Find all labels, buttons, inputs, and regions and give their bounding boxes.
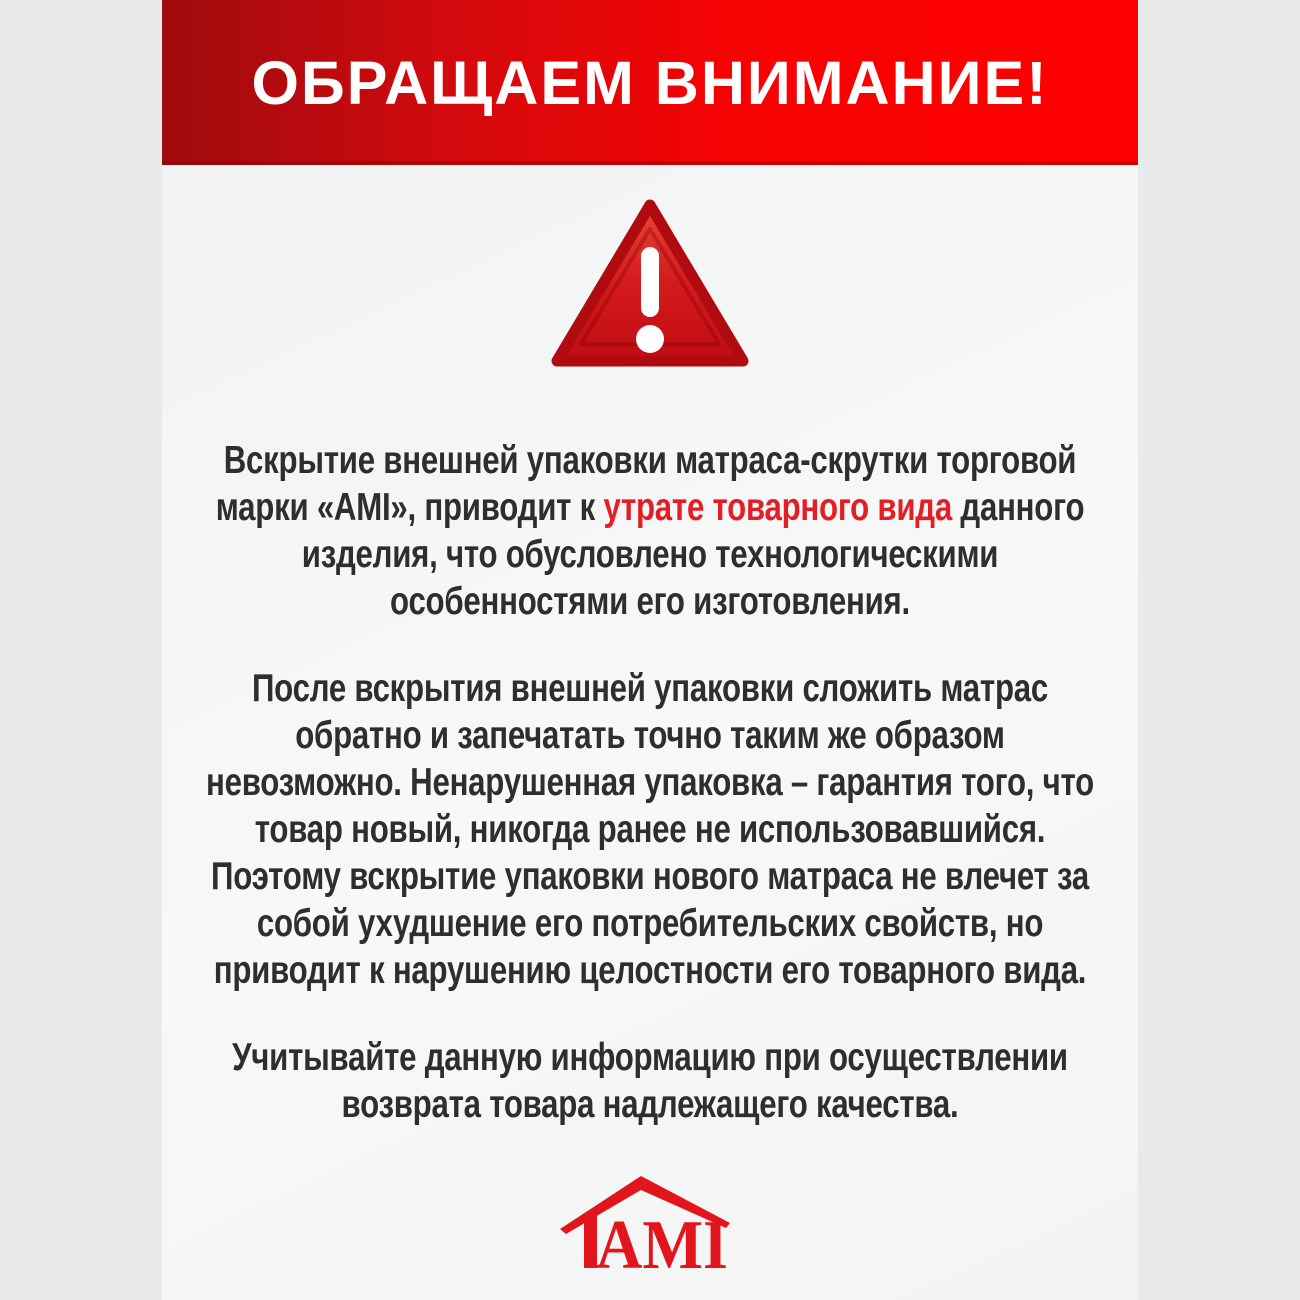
- paragraph: [162, 665, 1138, 994]
- text-line: [162, 578, 1138, 625]
- text-segment: обратно и запечатать точно таким же образом: [295, 714, 1005, 757]
- text-segment: возврата товара надлежащего качества.: [341, 1083, 959, 1126]
- text-line: [162, 484, 1138, 531]
- text-segment: Вскрытие внешней упаковки матраса-скрутки торговой: [223, 439, 1077, 482]
- body-paragraphs: [162, 437, 1138, 1128]
- text-segment: данного: [951, 486, 1085, 529]
- paragraph: [162, 437, 1138, 625]
- logo-text: AMI: [596, 1207, 728, 1284]
- text-segment: товар новый, никогда ранее не использовавшийся.: [254, 808, 1046, 851]
- text-segment: марки «AMI», приводит к: [215, 486, 604, 529]
- notice-card: [162, 0, 1138, 1300]
- page-title: ОБРАЩАЕМ ВНИМАНИЕ!: [251, 48, 1049, 117]
- text-segment: Учитывайте данную информацию при осуществлении: [232, 1036, 1068, 1079]
- text-line: [162, 1081, 1138, 1128]
- warning-icon-container: [550, 191, 750, 377]
- text-line: [162, 947, 1138, 994]
- text-line: [162, 806, 1138, 853]
- text-segment: невозможно. Ненарушенная упаковка – гарантия того, что: [206, 761, 1094, 804]
- exclamation-bar: [641, 247, 659, 317]
- text-segment: приводит к нарушению целостности его товарного вида.: [213, 949, 1087, 992]
- text-line: [162, 759, 1138, 806]
- exclamation-dot: [636, 325, 664, 353]
- text-line: [162, 665, 1138, 712]
- highlighted-text: утрате товарного вида: [603, 486, 952, 529]
- text-line: [162, 1034, 1138, 1081]
- header-banner: [162, 0, 1138, 165]
- text-line: [162, 853, 1138, 900]
- text-line: [162, 900, 1138, 947]
- text-segment: Поэтому вскрытие упаковки нового матраса не влечет за: [211, 855, 1089, 898]
- text-line: [162, 712, 1138, 759]
- text-line: [162, 531, 1138, 578]
- warning-triangle-icon: [550, 191, 750, 377]
- text-segment: собой ухудшение его потребительских свойств, но: [256, 902, 1044, 945]
- text-segment: После вскрытия внешней упаковки сложить матрас: [251, 667, 1049, 710]
- logo-container: [550, 1163, 750, 1295]
- text-line: [162, 437, 1138, 484]
- paragraph: [162, 1034, 1138, 1128]
- ami-logo: [550, 1163, 750, 1295]
- text-segment: изделия, что обусловлено технологическими: [301, 533, 999, 576]
- text-segment: особенностями его изготовления.: [390, 580, 910, 623]
